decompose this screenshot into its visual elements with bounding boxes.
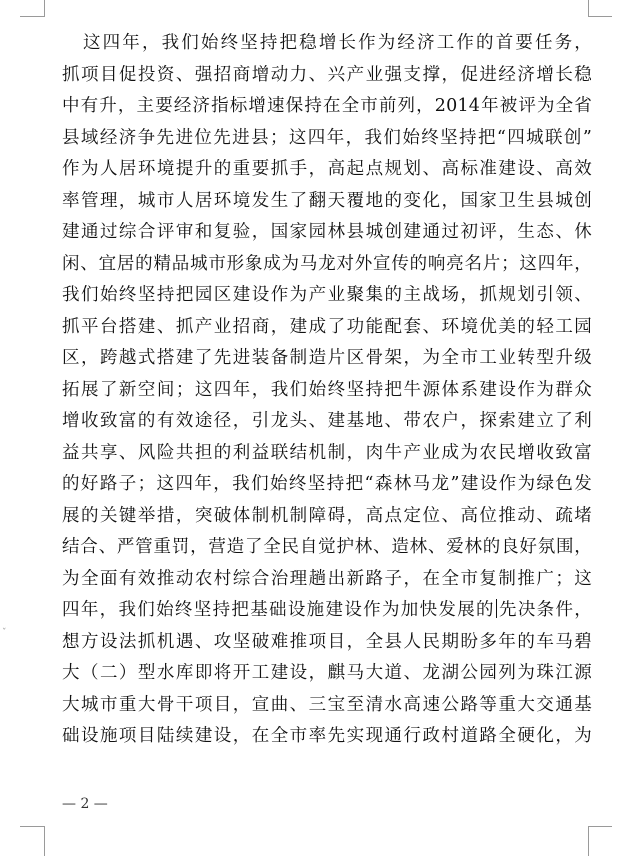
text-line: 这四年，我们始终坚持把稳增长作为经济工作的首要任务， — [83, 33, 592, 53]
document-body[interactable] — [62, 28, 592, 753]
text-line: 抓平台搭建、抓产业招商，建成了功能配套、环境优美的轻工园 — [62, 316, 592, 337]
crop-mark-top-right — [588, 0, 589, 17]
crop-mark-top-right — [588, 16, 612, 17]
margin-mark: ˇ — [2, 628, 7, 638]
crop-mark-bottom-right — [588, 826, 612, 827]
text-line: 我们始终坚持把园区建设作为产业聚集的主战场，抓规划引领、 — [62, 285, 592, 305]
text-line: 大（二）型水库即将开工建设，麒马大道、龙湖公园列为珠江源 — [62, 663, 592, 683]
text-line: 拓展了新空间；这四年，我们始终坚持把牛源体系建设作为群众 — [62, 379, 592, 400]
text-line: 增收致富的有效途径，引龙头、建基地、带农户，探索建立了利 — [62, 411, 592, 431]
text-line: 抓项目促投资、强招商增动力、兴产业强支撑，促进经济增长稳 — [62, 64, 592, 85]
text-line: 的好路子；这四年，我们始终坚持把“森林马龙”建设作为绿色发 — [62, 474, 592, 494]
page-number: — 2 — — [62, 796, 108, 812]
text-line: 率管理，城市人居环境发生了翻天覆地的变化，国家卫生县城创 — [62, 190, 592, 211]
text-line: 区，跨越式搭建了先进装备制造片区骨架，为全市工业转型升级 — [62, 348, 592, 368]
text-line: 县域经济争先进位先进县；这四年，我们始终坚持把“四城联创” — [62, 127, 592, 148]
text-line: 想方设法抓机遇、攻坚破难推项目，全县人民期盼多年的车马碧 — [62, 631, 592, 652]
text-line: 为全面有效推动农村综合治理趟出新路子，在全市复制推广；这 — [62, 568, 592, 589]
text-line: 益共享、风险共担的利益联结机制，肉牛产业成为农民增收致富 — [62, 442, 592, 463]
text-line: 结合、严管重罚，营造了全民自觉护林、造林、爱林的良好氛围， — [62, 537, 592, 557]
text-segment: 先决条件， — [497, 600, 592, 620]
text-cursor — [496, 599, 497, 618]
text-line-with-caret — [62, 595, 592, 627]
text-line: 中有升，主要经济指标增速保持在全市前列，2014年被评为全省 — [62, 96, 592, 116]
crop-mark-bottom-left — [20, 826, 44, 827]
crop-mark-top-left — [20, 16, 44, 17]
text-line: 作为人居环境提升的重要抓手，高起点规划、高标准建设、高效 — [62, 159, 592, 179]
text-line: 建通过综合评审和复验，国家园林县城创建通过初评，生态、休 — [62, 222, 592, 242]
text-segment: 四年，我们始终坚持把基础设施建设作为加快发展的 — [62, 600, 495, 620]
crop-mark-bottom-left — [44, 826, 45, 856]
text-line: 展的关键举措，突破体制机制障碍，高点定位、高位推动、疏堵 — [62, 505, 592, 526]
text-line: 闲、宜居的精品城市形象成为马龙对外宣传的响亮名片；这四年， — [62, 253, 592, 274]
text-line: 大城市重大骨干项目，宣曲、三宝至清水高速公路等重大交通基 — [62, 694, 592, 715]
text-line: 础设施项目陆续建设，在全市率先实现通行政村道路全硬化，为 — [62, 726, 592, 746]
crop-mark-bottom-right — [588, 826, 589, 856]
crop-mark-top-left — [44, 0, 45, 17]
